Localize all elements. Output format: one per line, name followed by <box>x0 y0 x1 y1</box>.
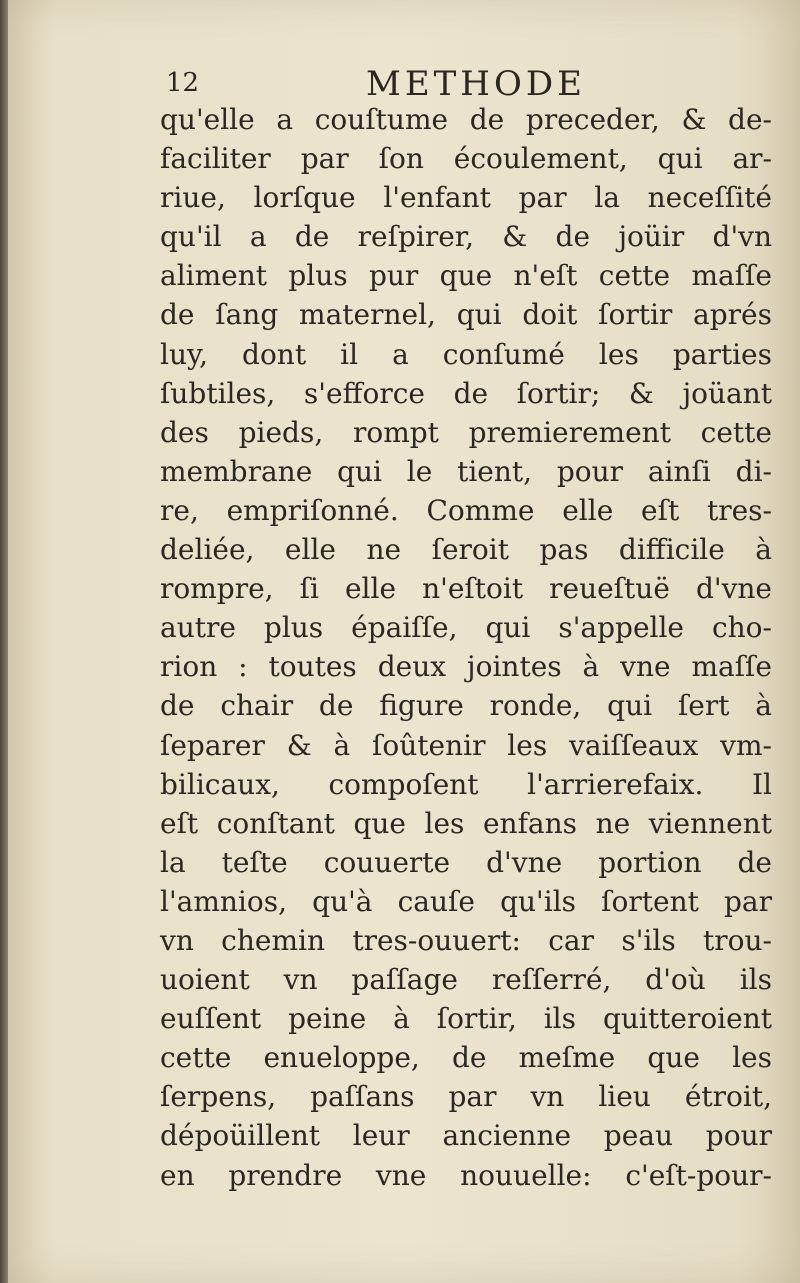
body-text <box>160 100 772 1195</box>
text-line: deliée, elle ne ſeroit pas difficile à <box>160 533 772 567</box>
text-line: faciliter par ſon écoulement, qui ar- <box>160 142 772 176</box>
text-line: rompre, ſi elle n'eſtoit reueſtuë d'vne <box>160 572 772 606</box>
text-line: euſſent peine à ſortir, ils quitteroient <box>160 1002 772 1036</box>
text-line: aliment plus pur que n'eſt cette maſſe <box>160 259 772 293</box>
page-number: 12 <box>166 68 200 98</box>
text-line: dépoüillent leur ancienne peau pour <box>160 1119 772 1153</box>
text-line: en prendre vne nouuelle: c'eſt-pour- <box>160 1158 772 1192</box>
text-line: ſeparer & à ſoûtenir les vaiſſeaux vm- <box>160 728 772 762</box>
text-line: ſerpens, paſſans par vn lieu étroit, <box>160 1080 772 1114</box>
text-line: luy, dont il a conſumé les parties <box>160 337 772 371</box>
text-line: l'amnios, qu'à cauſe qu'ils ſortent par <box>160 884 772 918</box>
text-line: cette enueloppe, de meſme que les <box>160 1041 772 1075</box>
running-title: METHODE <box>366 64 586 104</box>
book-gutter-edge <box>0 0 8 1283</box>
text-line: uoient vn paſſage reſſerré, d'où ils <box>160 963 772 997</box>
text-line: qu'il a de reſpirer, & de joüir d'vn <box>160 220 772 254</box>
text-line: la teſte couuerte d'vne portion de <box>160 845 772 879</box>
text-line: de chair de figure ronde, qui ſert à <box>160 689 772 723</box>
text-line: autre plus épaiſſe, qui s'appelle cho- <box>160 611 772 645</box>
text-line: de ſang maternel, qui doit ſortir aprés <box>160 298 772 332</box>
text-line: ſubtiles, s'efforce de ſortir; & joüant <box>160 376 772 410</box>
text-line: membrane qui le tient, pour ainſi di- <box>160 454 772 488</box>
text-line: riue, lorſque l'enfant par la neceſſité <box>160 181 772 215</box>
text-line: bilicaux, compoſent l'arrierefaix. Il <box>160 767 772 801</box>
text-line: qu'elle a couſtume de preceder, & de- <box>160 103 772 136</box>
text-line: des pieds, rompt premierement cette <box>160 415 772 449</box>
text-line: eſt conſtant que les enfans ne viennent <box>160 806 772 840</box>
text-line: rion : toutes deux jointes à vne maſſe <box>160 650 772 684</box>
text-line: vn chemin tres-ouuert: car s'ils trou- <box>160 923 772 957</box>
text-line: re, empriſonné. Comme elle eſt tres- <box>160 493 772 527</box>
